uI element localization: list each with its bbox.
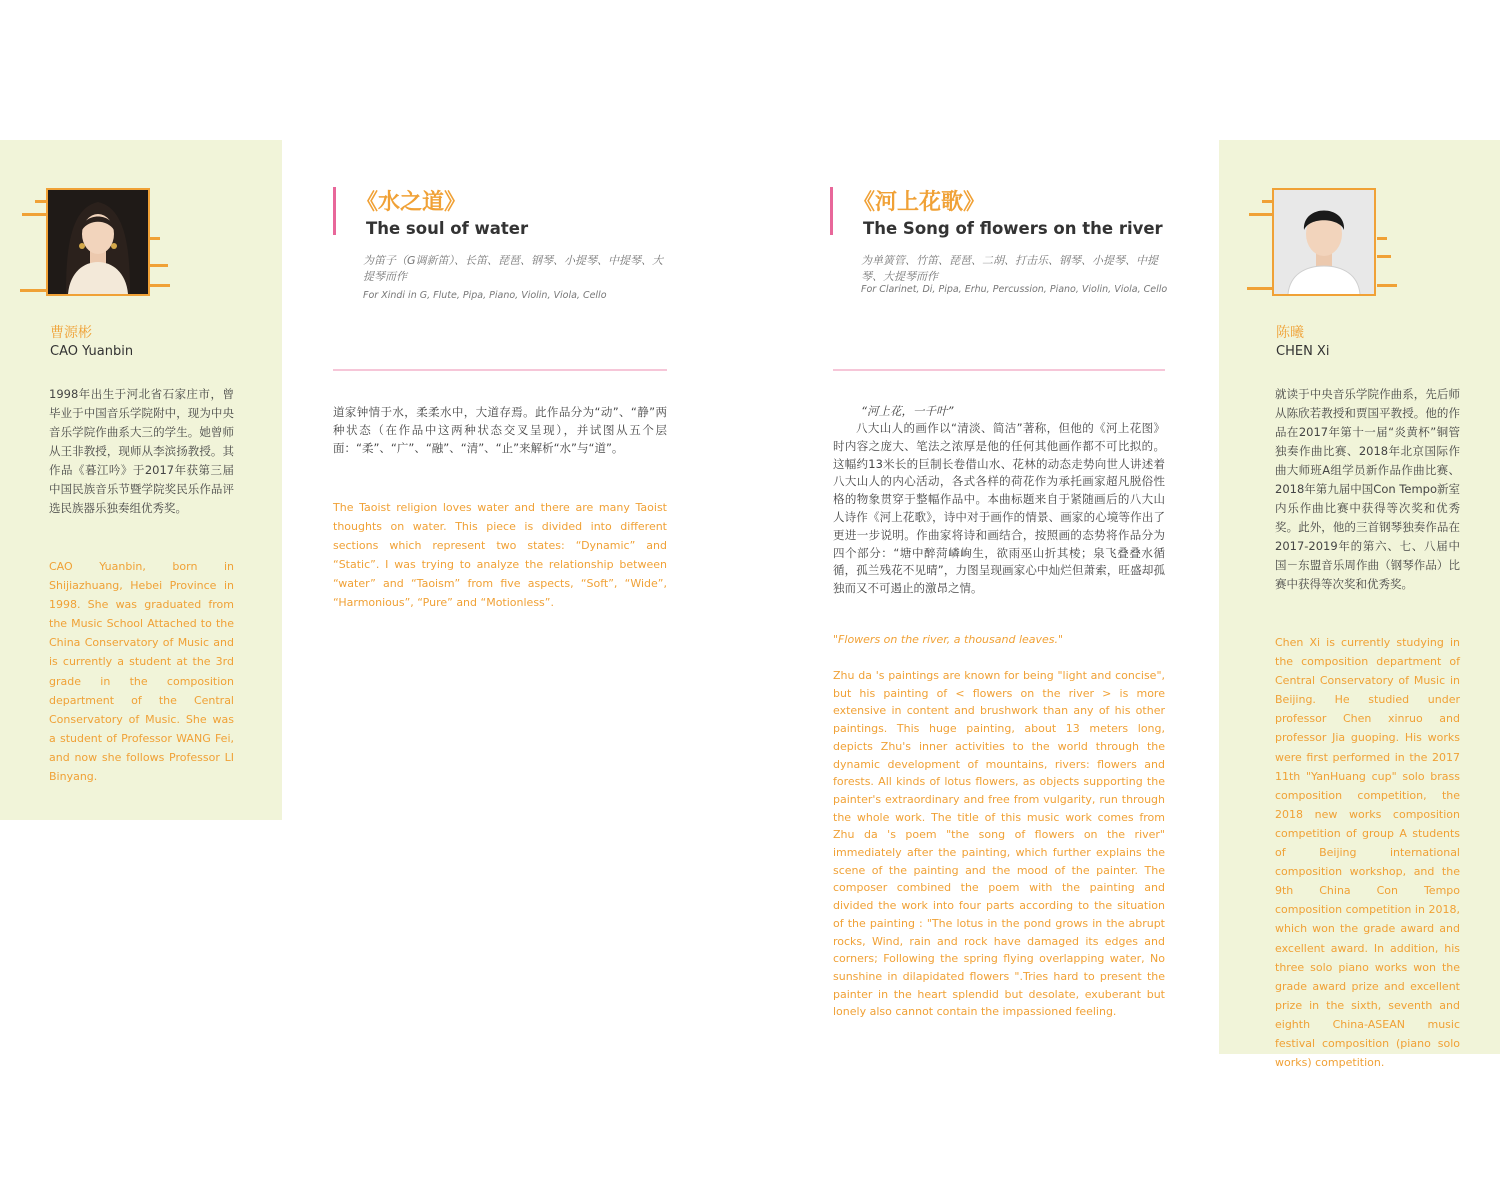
- piece-title-en: The Song of flowers on the river: [863, 219, 1163, 238]
- composer-bio-zh: 就读于中央音乐学院作曲系，先后师从陈欣若教授和贾国平教授。他的作品在2017年第十一届“炎黄杯”铜管独奏作曲比赛、2018年北京国际作曲大师班A组学员新作品作曲比赛、2018年第九届中国Con Tempo新室内乐作曲比赛中获得等次奖和优秀奖。此外，他的三首钢琴独奏作品在2017-2019年的第六、七、八届中国－东盟音乐周作曲（钢琴作品）比赛中获得等次奖和优秀奖。: [1275, 387, 1460, 591]
- photo-deco-line: [1377, 237, 1387, 240]
- piece-quote-zh: “河上花，一千叶”: [861, 404, 954, 418]
- instrumentation-zh: 为单簧管、竹笛、琵琶、二胡、打击乐、钢琴、小提琴、中提琴、大提琴而作: [861, 254, 1158, 283]
- title-accent-bar: [830, 187, 833, 235]
- piece-quote-en: "Flowers on the river, a thousand leaves.": [833, 633, 1064, 646]
- piece-description-zh: 道家钟情于水，柔柔水中，大道存焉。此作品分为“动”、“静”两种状态（在作品中这两种状态交叉呈现），并试图从五个层面：“柔”、“广”、“融”、“清”、“止”来解析“水”与“道”。: [333, 405, 667, 455]
- composer-bio-zh: 1998年出生于河北省石家庄市，曾毕业于中国音乐学院附中，现为中央音乐学院作曲系大三的学生。她曾师从王非教授，现师从李滨扬教授。其作品《暮江吟》于2017年获第三届中国民族音乐节暨学院奖民乐作品评选民族器乐独奏组优秀奖。: [49, 387, 234, 515]
- composer-bio-en: Chen Xi is currently studying in the composition department of Central Conservatory of Music in Beijing. He studied under professor Chen xinruo and professor Jia guoping. His works were first performed in the 2017 11th "YanHuang cup" solo brass composition competition, the 2018 new works composition competition of group A students of Beijing international composition workshop, and the 9th China Con Tempo composition competition in 2018, which won the grade award and excellent award. In addition, his three solo piano works won the grade award prize and excellent prize in the sixth, seventh and eighth China-ASEAN music festival composition (piano solo works) competition.: [1275, 636, 1460, 1070]
- photo-deco-line: [1377, 284, 1397, 287]
- section-divider: [833, 369, 1165, 371]
- instrumentation-zh: 为笛子（G调新笛）、长笛、琵琶、钢琴、小提琴、中提琴、大提琴而作: [363, 254, 664, 283]
- composer-name-zh: 陈曦: [1276, 325, 1304, 341]
- composer-photo-cao: [46, 188, 150, 296]
- composer-name-en: CAO Yuanbin: [50, 344, 134, 359]
- piece-title-zh: 《河上花歌》: [853, 190, 986, 215]
- composer-photo-chen: [1272, 188, 1376, 296]
- composer-name-en: CHEN Xi: [1276, 344, 1330, 359]
- instrumentation-en: For Clarinet, Di, Pipa, Erhu, Percussion, Piano, Violin, Viola, Cello: [861, 284, 1168, 295]
- piece-title-en: The soul of water: [366, 219, 529, 238]
- photo-deco-line: [150, 284, 170, 287]
- piece-title-zh: 《水之道》: [356, 190, 467, 215]
- composer-name-zh: 曹源彬: [50, 325, 92, 341]
- photo-deco-line: [1377, 255, 1391, 258]
- instrumentation-en: For Xindi in G, Flute, Pipa, Piano, Violin, Viola, Cello: [363, 290, 607, 301]
- title-accent-bar: [333, 187, 336, 235]
- section-divider: [333, 369, 667, 371]
- photo-deco-line: [150, 237, 160, 240]
- piece-description-zh: 八大山人的画作以“清淡、简洁”著称，但他的《河上花图》时内容之庞大、笔法之浓厚是他的任何其他画作都不可比拟的。这幅约13米长的巨制长卷借山水、花林的动态走势向世人讲述着八大山人的内心活动，各式各样的荷花作为承托画家超凡脱俗性格的物象贯穿于整幅作品中。本曲标题来自于紧随画后的八大山人诗作《河上花歌》，诗中对于画作的情景、画家的心境等作出了更进一步说明。作曲家将诗和画结合，按照画的态势将作品分为四个部分：“塘中醉菏嶙峋生，欲雨巫山折其棱；泉飞叠叠水循循，孤兰残花不见晴”，力图呈现画家心中灿烂但萧索，旺盛却孤独而又不可遏止的激昂之情。: [833, 421, 1165, 596]
- photo-deco-line: [150, 264, 168, 267]
- piece-description-en: The Taoist religion loves water and there are many Taoist thoughts on water. This piece is divided into different sections which represent two states: “Dynamic” and “Static”. I was trying to analyze the relationship between “water” and “Taoism” from five aspects, “Soft”, “Wide”, “Harmonious”, “Pure” and “Motionless”.: [333, 501, 667, 610]
- piece-description-en: Zhu da 's paintings are known for being "light and concise", but his painting of < flowers on the river > is more extensive in content and brushwork than any of his other paintings. This huge painting, about 13 meters long, depicts Zhu's inner activities to the world through the dynamic development of mountains, rivers: flowers and forests. All kinds of lotus flowers, as objects supporting the painter's extraordinary and free from vulgarity, run through the whole work. The title of this music work comes from Zhu da 's poem "the song of flowers on the river" immediately after the painting, which further explains the scene of the painting and the mood of the painter. The composer combined the poem with the painting and divided the work into four parts according to the situation of the painting : "The lotus in the pond grows in the abrupt rocks, Wind, rain and rock have damaged its edges and corners; Following the spring flying overlapping water, No sunshine in dilapidated flowers ".Tries hard to present the painter in the heart splendid but desolate, exuberant but lonely also cannot contain the impassioned feeling.: [833, 669, 1165, 1019]
- composer-bio-en: CAO Yuanbin, born in Shijiazhuang, Hebei Province in 1998. She was graduated from the Music School Attached to the China Conservatory of Music and is currently a student at the 3rd grade in the composition department of the Central Conservatory of Music. She was a student of Professor WANG Fei, and now she follows Professor LI Binyang.: [49, 560, 234, 784]
